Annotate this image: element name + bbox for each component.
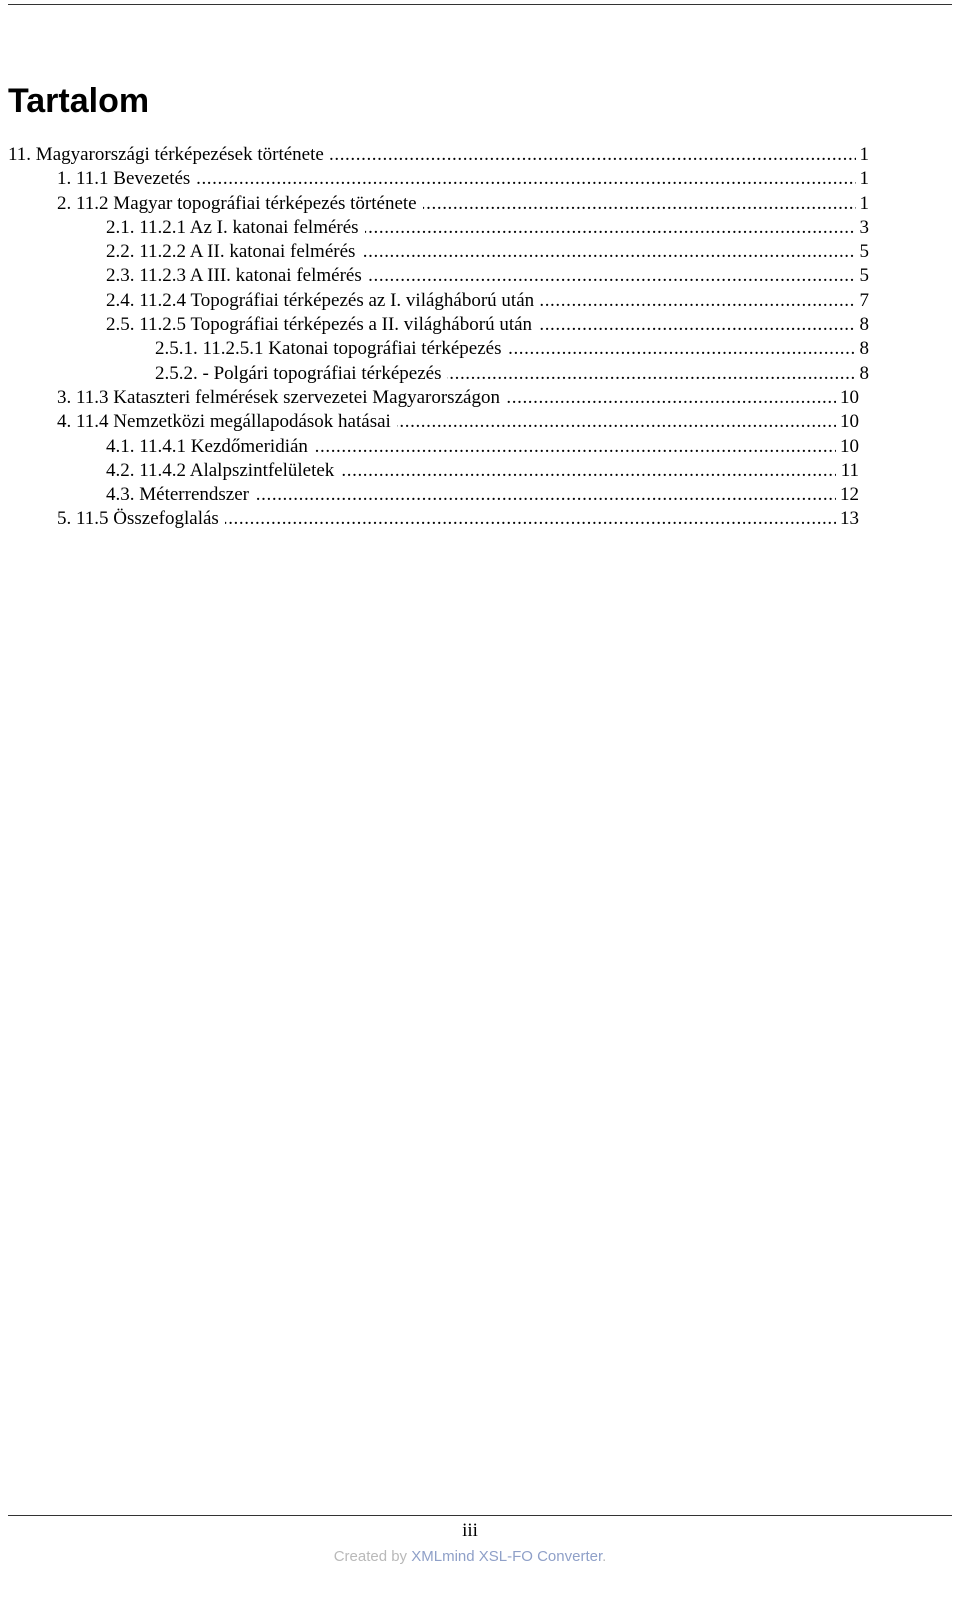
- toc-entry-label[interactable]: 4.1. 11.4.1 Kezdőmeridián: [106, 436, 314, 458]
- toc-entry-page: 10: [836, 436, 859, 458]
- toc-entry-page: 1: [856, 193, 870, 215]
- footer-suffix: .: [602, 1548, 607, 1565]
- toc-entry-page: 5: [856, 241, 870, 263]
- toc-entry-label[interactable]: 2.5.1. 11.2.5.1 Katonai topográfiai térképezés: [155, 338, 507, 360]
- toc-entry[interactable]: [0, 459, 960, 483]
- toc-entry-page: 5: [856, 265, 870, 287]
- toc-entry[interactable]: [0, 337, 960, 361]
- top-rule: [8, 4, 952, 5]
- toc-entry-page: 1: [856, 144, 870, 166]
- toc-entry-page: 8: [856, 314, 870, 336]
- toc-entry-label[interactable]: 1. 11.1 Bevezetés: [57, 168, 196, 190]
- toc-entry-label[interactable]: 11. Magyarországi térképezések története: [8, 144, 330, 166]
- page-title: Tartalom: [8, 82, 150, 120]
- toc-entry-page: 13: [836, 508, 859, 530]
- toc-entry-label[interactable]: 4.3. Méterrendszer: [106, 484, 255, 506]
- toc-entry-label[interactable]: 5. 11.5 Összefoglalás: [57, 508, 225, 530]
- toc-entry-page: 1: [856, 168, 870, 190]
- toc-entry[interactable]: [0, 362, 960, 386]
- toc-entry-page: 3: [856, 217, 870, 239]
- toc-entry-page: 8: [856, 338, 870, 360]
- toc-entry-label[interactable]: 2.2. 11.2.2 A II. katonai felmérés: [106, 241, 361, 263]
- toc-entry-page: 10: [836, 411, 859, 433]
- toc-entry-page: 8: [856, 363, 870, 385]
- toc-entry[interactable]: [0, 386, 960, 410]
- toc-entry[interactable]: [0, 216, 960, 240]
- toc-entry[interactable]: [0, 507, 960, 531]
- toc-entry[interactable]: [0, 483, 960, 507]
- toc-entry[interactable]: [0, 240, 960, 264]
- toc-entry[interactable]: [0, 143, 960, 167]
- toc-entry-label[interactable]: 4. 11.4 Nemzetközi megállapodások hatásai: [57, 411, 397, 433]
- toc-entry-page: 7: [856, 290, 870, 312]
- page-number: iii: [462, 1520, 478, 1541]
- toc-entry-page: 12: [836, 484, 859, 506]
- toc-entry[interactable]: [0, 313, 960, 337]
- toc-entry-label[interactable]: 2.1. 11.2.1 Az I. katonai felmérés: [106, 217, 365, 239]
- toc-entry[interactable]: [0, 264, 960, 288]
- table-of-contents: [0, 143, 960, 532]
- toc-entry[interactable]: [0, 289, 960, 313]
- toc-entry-label[interactable]: 3. 11.3 Kataszteri felmérések szervezetei Magyarországon: [57, 387, 506, 409]
- toc-entry[interactable]: [0, 167, 960, 191]
- footer-created-by: Created by: [333, 1548, 412, 1565]
- footer-converter-link[interactable]: XMLmind XSL-FO Converter: [411, 1548, 603, 1565]
- bottom-rule: [8, 1515, 952, 1516]
- toc-entry-label[interactable]: 2.4. 11.2.4 Topográfiai térképezés az I. világháború után: [106, 290, 540, 312]
- footer-credit: [0, 1548, 940, 1565]
- toc-entry-label[interactable]: 2.5. 11.2.5 Topográfiai térképezés a II. világháború után: [106, 314, 538, 336]
- toc-entry[interactable]: [0, 410, 960, 434]
- toc-entry-label[interactable]: 2.3. 11.2.3 A III. katonai felmérés: [106, 265, 368, 287]
- toc-entry[interactable]: [0, 192, 960, 216]
- toc-entry-label[interactable]: 2. 11.2 Magyar topográfiai térképezés története: [57, 193, 423, 215]
- toc-entry-label[interactable]: 2.5.2. - Polgári topográfiai térképezés: [155, 363, 447, 385]
- toc-entry-label[interactable]: 4.2. 11.4.2 Alalpszintfelületek: [106, 460, 340, 482]
- toc-entry-page: 11: [837, 460, 859, 482]
- toc-entry-page: 10: [836, 387, 859, 409]
- toc-entry[interactable]: [0, 435, 960, 459]
